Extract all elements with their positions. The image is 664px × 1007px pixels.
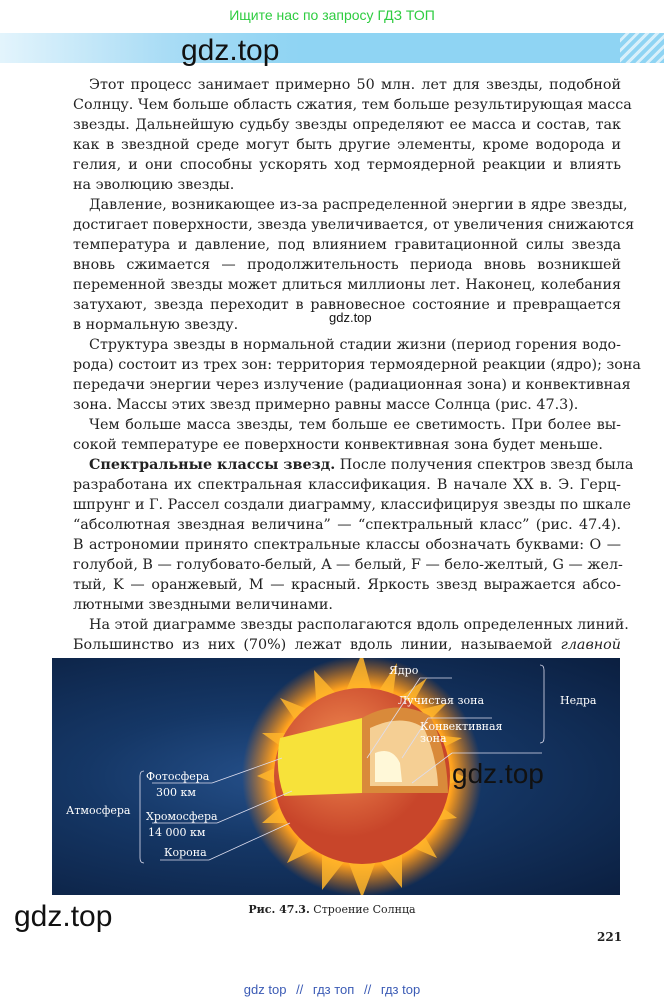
text-line <box>73 195 628 215</box>
line-text: лютными звездными величинами. <box>73 597 333 613</box>
text-line <box>73 615 629 635</box>
line-text: переменной звезды может длиться миллионы лет. Наконец, колебания <box>73 277 621 293</box>
label-chromosphere-km: 14 000 км <box>148 826 206 839</box>
watermark-inline: gdz.top <box>329 310 372 325</box>
line-text: температура и давление, под влиянием гравитационной силы звезда <box>73 237 621 253</box>
label-photosphere-km: 300 км <box>156 786 196 799</box>
line-text: затухают, звезда переходит в равновесное состояние и превращается <box>73 297 621 313</box>
footer-link-gdz-top-ru[interactable]: гдз топ <box>312 982 355 997</box>
caption-text: Строение Солнца <box>309 903 416 916</box>
footer-link-gdz-top-2[interactable]: гдз top <box>380 982 421 997</box>
line-text: Структура звезды в нормальной стадии жизни (период горения водо- <box>89 337 621 353</box>
text-line <box>73 395 621 415</box>
text-line <box>73 495 631 515</box>
line-text: на эволюцию звезды. <box>73 177 235 193</box>
text-line <box>73 235 621 255</box>
text-line <box>73 95 632 115</box>
line-text: рода) состоит из трех зон: территория термоядерной реакции (ядро); зона <box>73 357 641 373</box>
label-chromosphere: Хромосфера <box>146 810 218 823</box>
text-line <box>73 455 634 475</box>
line-text: разработана их спектральная классификация. В начале XX в. Э. Герц- <box>73 477 621 493</box>
text-line <box>73 275 621 295</box>
label-corona: Корона <box>164 846 207 859</box>
search-promo-text[interactable]: Ищите нас по запросу ГДЗ ТОП <box>229 7 435 23</box>
line-text: Чем больше масса звезды, тем больше ее светимость. При более вы- <box>89 417 621 433</box>
watermark-bottom: gdz.top <box>14 900 113 933</box>
line-text: гелия, и они способны ускорять ход термоядерной реакции и влиять <box>73 157 621 173</box>
line-text: Этот процесс занимает примерно 50 млн. лет для звезды, подобной <box>89 77 621 93</box>
line-text: в нормальную звезду. <box>73 317 239 333</box>
text-line <box>73 215 635 235</box>
text-line <box>73 375 631 395</box>
label-interior: Недра <box>560 694 597 707</box>
text-line <box>73 75 621 95</box>
footer-links <box>0 982 664 997</box>
text-line <box>73 555 621 575</box>
text-line <box>73 355 641 375</box>
caption-number: Рис. 47.3. <box>248 903 310 916</box>
paragraph <box>73 75 632 195</box>
line-text: На этой диаграмме звезды располагаются вдоль определенных линий. <box>89 617 629 633</box>
line-text: После получения спектров звезд была <box>335 457 634 473</box>
line-text: передачи энергии через излучение (радиационная зона) и конвективная <box>73 377 631 393</box>
line-text: звезды. Дальнейшую судьбу звезды определяют ее масса и состав, так <box>73 117 621 133</box>
sun-structure-figure <box>52 658 620 895</box>
watermark-figure: gdz.top <box>452 758 544 789</box>
footer-link-gdz-top[interactable]: gdz top <box>243 982 287 997</box>
page-number: 221 <box>597 930 623 944</box>
label-convective-2: зона <box>420 732 447 745</box>
text-line <box>73 435 621 455</box>
line-text: сокой температуре ее поверхности конвективная зона будет меньше. <box>73 437 603 453</box>
paragraph <box>73 335 641 415</box>
line-text: зона. Массы этих звезд примерно равны массе Солнца (рис. 47.3). <box>73 397 579 413</box>
header-banner <box>0 33 664 63</box>
line-text: достигает поверхности, звезда увеличивается, от увеличения снижаются <box>73 217 635 233</box>
text-line <box>73 535 621 555</box>
line-text: как в звездной среде могут быть другие элементы, кроме водорода и <box>73 137 621 153</box>
text-line <box>73 475 621 495</box>
text-line <box>73 335 621 355</box>
line-text: В астрономии принято спектральные классы обозначать буквами: O — <box>73 537 621 553</box>
label-core: Ядро <box>389 664 419 677</box>
textbook-body <box>73 75 641 655</box>
line-text: Давление, возникающее из-за распределенной энергии в ядре звезды, <box>89 197 628 213</box>
line-text: тый, K — оранжевый, M — красный. Яркость звезд выражается абсо- <box>73 577 621 593</box>
label-atmosphere: Атмосфера <box>66 804 131 817</box>
line-text: “абсолютная звездная величина” — “спектральный класс” (рис. 47.4). <box>73 517 621 533</box>
line-text: голубой, B — голубовато-белый, A — белый, F — бело-желтый, G — жел- <box>73 557 623 573</box>
banner-stripes <box>620 33 664 63</box>
text-line <box>73 255 621 275</box>
label-convective-1: Конвективная <box>420 720 503 733</box>
label-radiative: Лучистая зона <box>398 694 485 707</box>
italic-term: главной <box>560 637 621 653</box>
text-line <box>73 515 621 535</box>
footer-separator: // <box>296 982 304 997</box>
line-text: шпрунг и Г. Рассел создали диаграмму, классифицируя звезды по шкале <box>73 497 631 513</box>
paragraph <box>73 615 629 655</box>
line-text: Солнцу. Чем больше область сжатия, тем больше результирующая масса <box>73 97 632 113</box>
text-line <box>73 155 621 175</box>
line-text: Большинство из них (70%) лежат вдоль линии, называемой <box>73 637 561 653</box>
text-line <box>73 135 621 155</box>
watermark-header: gdz.top <box>181 34 280 67</box>
section-heading: Спектральные классы звезд. <box>89 457 336 473</box>
text-line <box>73 575 621 595</box>
paragraph <box>73 455 634 615</box>
text-line <box>73 175 621 195</box>
text-line <box>73 415 621 435</box>
text-line <box>73 595 621 615</box>
paragraph <box>73 415 621 455</box>
footer-separator: // <box>363 982 372 997</box>
text-line <box>73 635 621 655</box>
line-text: вновь сжимается — продолжительность периода вновь возникшей <box>73 257 621 273</box>
label-photosphere: Фотосфера <box>146 770 210 783</box>
text-line <box>73 115 621 135</box>
